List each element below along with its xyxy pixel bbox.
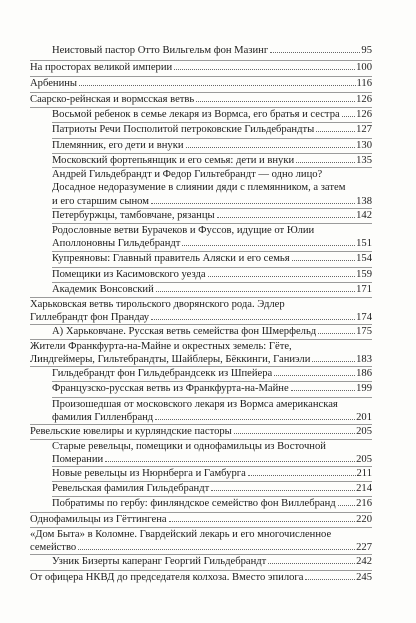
dot-leader bbox=[217, 209, 355, 218]
toc-page-number: 211 bbox=[356, 468, 372, 479]
toc-page-number: 227 bbox=[356, 542, 372, 554]
toc-entry-title: Неистовый пастор Отто Вильгельм фон Мазинг bbox=[52, 45, 269, 56]
dot-leader bbox=[196, 93, 355, 102]
toc-entry bbox=[52, 154, 372, 167]
toc-page-number: 220 bbox=[356, 514, 372, 525]
toc-entry-title: фамилия Гилленбранд bbox=[52, 412, 154, 424]
toc-entry bbox=[52, 139, 372, 152]
toc-page-number: 130 bbox=[356, 140, 372, 151]
dot-leader bbox=[105, 453, 355, 462]
toc-entry-title: От офицера НКВД до председателя колхоза. Вместо эпилога bbox=[30, 572, 304, 583]
toc-entry bbox=[52, 224, 372, 251]
toc-page-number: 205 bbox=[356, 454, 372, 466]
toc-entry bbox=[52, 209, 372, 222]
toc-entry-title: Саарско-рейнская и вормсская ветвь bbox=[30, 94, 195, 105]
dot-leader bbox=[211, 482, 355, 491]
dot-leader bbox=[318, 325, 355, 334]
dot-leader bbox=[151, 195, 355, 204]
toc-page-number: 216 bbox=[356, 498, 372, 509]
toc-page-number: 126 bbox=[356, 109, 372, 120]
toc-page-number: 95 bbox=[361, 45, 372, 56]
dot-leader bbox=[186, 139, 356, 148]
toc-entry bbox=[52, 367, 372, 380]
dot-leader bbox=[305, 571, 355, 580]
toc-entry bbox=[52, 283, 372, 296]
toc-entry-title: Племянник, его дети и внуки bbox=[52, 140, 184, 151]
toc-entry-title: Купреяновы: Главный правитель Аляски и его семья bbox=[52, 253, 290, 264]
toc-entry-title: Померании bbox=[52, 454, 104, 466]
toc-entry bbox=[52, 252, 372, 265]
toc-page-number: 142 bbox=[356, 210, 372, 221]
toc-entry bbox=[30, 425, 372, 438]
toc-entry-title: и его старшим сыном bbox=[52, 195, 149, 207]
toc-entry bbox=[52, 555, 372, 568]
dot-leader bbox=[248, 467, 356, 476]
toc-page-number: 116 bbox=[356, 78, 372, 89]
toc-entry bbox=[52, 108, 372, 121]
dot-leader bbox=[274, 367, 355, 376]
toc-page-number: 175 bbox=[356, 326, 372, 337]
toc-entry-title: Помещики из Касимовского уезда bbox=[52, 269, 206, 280]
toc-entry bbox=[52, 440, 372, 467]
toc-entry-title: Арбенины bbox=[30, 78, 78, 89]
toc-page-number: 154 bbox=[356, 253, 372, 264]
dot-leader bbox=[292, 252, 356, 261]
toc-entry-title: Академик Вонсовский bbox=[52, 284, 154, 295]
dot-leader bbox=[79, 77, 355, 86]
toc-entry bbox=[52, 123, 372, 136]
toc-entry bbox=[30, 340, 372, 367]
toc-entry-title: Андрей Гильдебрандт и Федор Гильтебрандт — одно лицо? bbox=[52, 169, 323, 180]
dot-leader bbox=[296, 154, 355, 163]
toc-entry-title: Новые ревельцы из Нюрнберга и Гамбурга bbox=[52, 468, 246, 479]
dot-leader bbox=[182, 237, 355, 246]
dot-leader bbox=[268, 555, 355, 564]
toc-entry bbox=[52, 467, 372, 480]
toc-entry bbox=[30, 93, 372, 106]
toc-page-number: 126 bbox=[356, 94, 372, 105]
toc-entry-title: Ревельская фамилия Гильдебрандт bbox=[52, 483, 210, 494]
toc-entry bbox=[52, 44, 372, 57]
toc-entry-title: Харьковская ветвь тирольского дворянского рода. Эдлер bbox=[30, 299, 285, 310]
dot-leader bbox=[316, 123, 355, 132]
toc-entry-title: Петербуржцы, тамбовчане, рязанцы bbox=[52, 210, 215, 221]
dot-leader bbox=[151, 311, 355, 320]
toc-entry-title: Ревельские ювелиры и курляндские пасторы bbox=[30, 426, 232, 437]
toc-entry-title: Французско-русская ветвь из Франкфурта-на-Майне bbox=[52, 383, 289, 394]
toc-entry bbox=[52, 398, 372, 425]
toc-entry bbox=[30, 513, 372, 526]
toc-entry bbox=[52, 325, 372, 338]
toc-entry-title: Восьмой ребенок в семье лекаря из Вормса, его братья и сестра bbox=[52, 109, 340, 120]
toc-entry bbox=[30, 77, 372, 90]
toc-page-number: 100 bbox=[356, 62, 372, 73]
toc-entry-title: Произошедшая от московского лекаря из Вормса американская bbox=[52, 399, 338, 410]
toc-entry-title: Жители Франкфурта-на-Майне и окрестных земель: Гёте, bbox=[30, 341, 292, 352]
toc-entry-title: Гиллебрандт фон Прандау bbox=[30, 312, 150, 324]
toc-entry-title: Патриоты Речи Посполитой петроковские Гильдебрандты bbox=[52, 124, 315, 135]
dot-leader bbox=[270, 44, 360, 53]
toc-entry-title: Старые ревельцы, помещики и однофамильцы из Восточной bbox=[52, 441, 326, 452]
toc-entry bbox=[52, 382, 372, 395]
dot-leader bbox=[208, 268, 356, 277]
dot-leader bbox=[155, 411, 355, 420]
toc-entry-title: Узник Бизерты каперанг Георгий Гильдебрандт bbox=[52, 556, 267, 567]
toc-entry bbox=[30, 298, 372, 325]
toc-entry-title: семейство bbox=[30, 542, 77, 554]
toc-entry bbox=[30, 61, 372, 74]
toc-page-number: 135 bbox=[356, 155, 372, 166]
toc-page-number: 171 bbox=[356, 284, 372, 295]
toc-page-number: 159 bbox=[356, 269, 372, 280]
dot-leader bbox=[342, 108, 355, 117]
toc-entry bbox=[30, 571, 372, 584]
toc-page-number: 174 bbox=[356, 312, 372, 324]
toc-entry-title: «Дом Быта» в Коломне. Гвардейский лекарь и его многочисленное bbox=[30, 529, 332, 540]
toc-entry-title: Линдгеймеры, Гильтебрандты, Шайблеры, Бёккинги, Ганиэли bbox=[30, 354, 311, 366]
toc-page-number: 214 bbox=[356, 483, 372, 494]
toc-page-number: 186 bbox=[356, 368, 372, 379]
dot-leader bbox=[156, 283, 355, 292]
toc-page-number: 151 bbox=[356, 238, 372, 250]
toc-entry-title: Однофамильцы из Гёттингена bbox=[30, 514, 167, 525]
toc-page-number: 242 bbox=[356, 556, 372, 567]
toc-page-number: 205 bbox=[356, 426, 372, 437]
toc-page-number: 245 bbox=[356, 572, 372, 583]
dot-leader bbox=[312, 353, 355, 362]
toc-entry bbox=[52, 497, 372, 510]
toc-entry-title: Гильдебрандт фон Гильдебрандсекк из Шпейера bbox=[52, 368, 273, 379]
toc-page-number: 183 bbox=[356, 354, 372, 366]
toc-page-number: 199 bbox=[356, 383, 372, 394]
toc-page-number: 138 bbox=[356, 195, 372, 207]
dot-leader bbox=[291, 382, 355, 391]
dot-leader bbox=[78, 541, 355, 550]
toc-entry bbox=[52, 168, 372, 208]
toc-entry bbox=[30, 528, 372, 555]
toc-page-number: 201 bbox=[356, 412, 372, 424]
toc-entry-title: Аполлоновны Гильдебрандт bbox=[52, 238, 181, 250]
toc-entry-title: Побратимы по гербу: финляндское семейство фон Виллебранд bbox=[52, 498, 336, 509]
dot-leader bbox=[338, 497, 355, 506]
dot-leader bbox=[169, 513, 356, 522]
toc-entry bbox=[52, 482, 372, 495]
toc-entry-title: Досадное недоразумение в слиянии дяди с племянником, а затем bbox=[52, 182, 346, 194]
dot-leader bbox=[174, 61, 355, 70]
toc-entry-title: На просторах великой империи bbox=[30, 62, 173, 73]
toc-entry-title: Московский фортепьянщик и его семья: дети и внуки bbox=[52, 155, 295, 166]
toc-entry-title: Родословные ветви Бурачеков и Фуссов, идущие от Юлии bbox=[52, 225, 315, 236]
toc-page-number: 127 bbox=[356, 124, 372, 135]
dot-leader bbox=[234, 425, 355, 434]
toc-entry-title: А) Харьковчане. Русская ветвь семейства фон Шмерфельд bbox=[52, 326, 317, 337]
toc-entry bbox=[52, 268, 372, 281]
